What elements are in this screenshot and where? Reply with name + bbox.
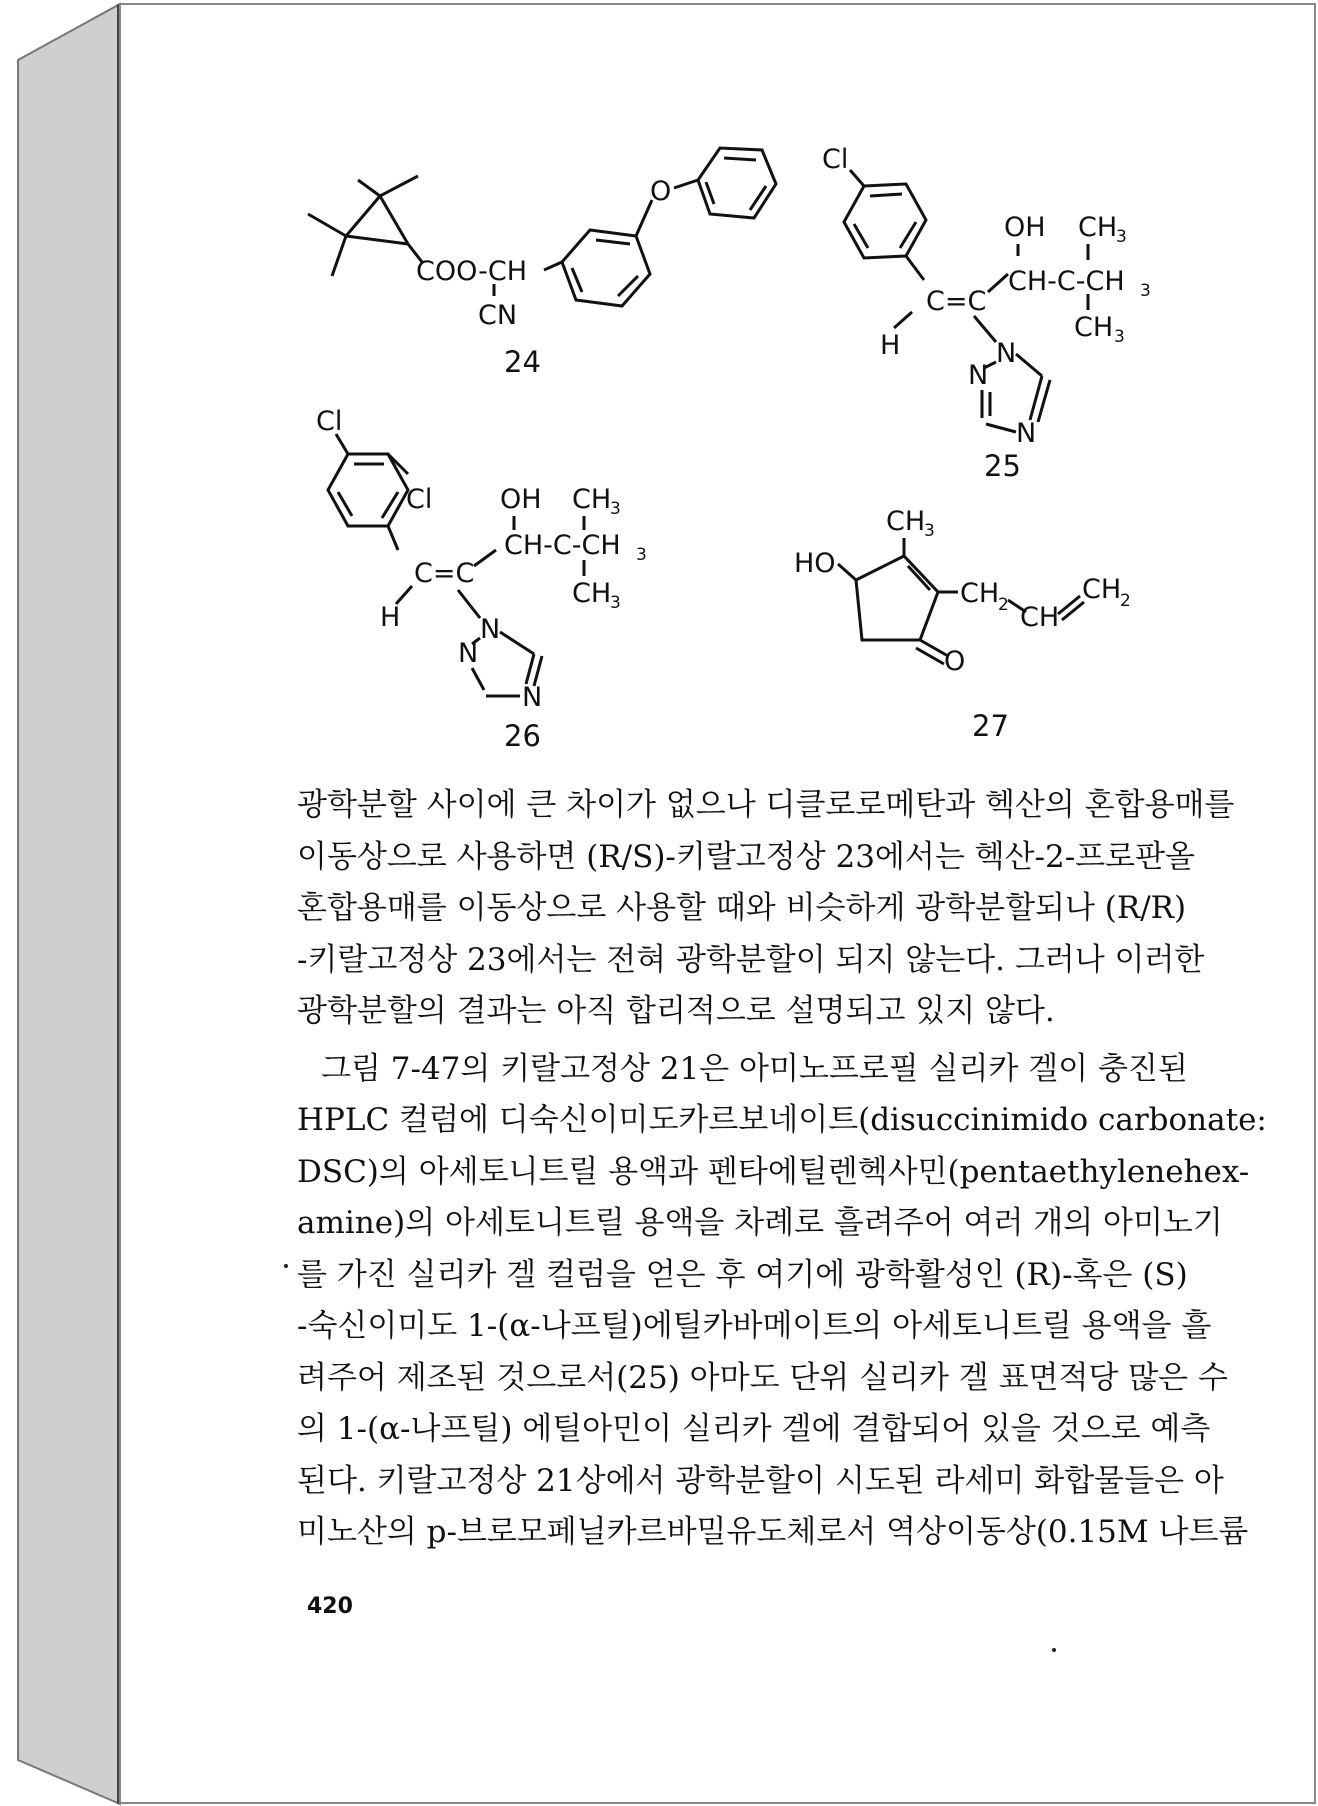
chlorine-top-label: Cl: [316, 406, 343, 437]
text-line: 려주어 제조된 것으로서(25) 아마도 단위 실리카 겔 표면적당 많은 수: [297, 1359, 1228, 1396]
hydroxyl-label: HO: [794, 548, 836, 579]
triazole-n2-label: N: [458, 638, 479, 669]
ch-c-ch3-label: CH-C-CH: [1008, 266, 1125, 297]
triazole-n1-label: N: [480, 614, 501, 645]
structure-number-27: 27: [972, 709, 1009, 743]
methyl-bottom-label: CH: [1074, 312, 1114, 343]
methyl-bottom-label: CH: [572, 578, 612, 609]
text-line: -숙신이미도 1-(α-나프틸)에틸카바메이트의 아세토니트릴 용액을 흘: [297, 1308, 1212, 1344]
text-line: 를 가진 실리카 겔 컬럼을 얻은 후 여기에 광학활성인 (R)-혹은 (S): [297, 1256, 1188, 1293]
triazole-n4-label: N: [1016, 418, 1037, 449]
ether-oxygen-label: O: [650, 176, 672, 207]
alkene-label: C=C: [414, 558, 475, 589]
methyl-top-label: CH: [572, 484, 612, 515]
alkene-label: C=C: [926, 286, 987, 317]
text-line: amine)의 아세토니트릴 용액을 차례로 흘려주어 여러 개의 아미노기: [297, 1205, 1223, 1241]
coo-ch-label: COO-CH: [416, 256, 528, 287]
hydrogen-label: H: [880, 330, 901, 361]
ch-c-ch3-label: CH-C-CH: [504, 530, 621, 561]
vinyl-ch-label: CH: [1020, 602, 1060, 633]
page-number: 420: [307, 1594, 353, 1619]
cn-label: CN: [478, 300, 518, 331]
paragraph-1: [297, 780, 1235, 1038]
stray-mark: [1052, 1648, 1056, 1652]
chlorine-side-label: Cl: [406, 484, 433, 515]
subscript-3-bottom: 3: [610, 593, 621, 613]
chem-structure-27: [790, 500, 1190, 760]
paragraph-2: [297, 1044, 1267, 1559]
text-line: 혼합용매를 이동상으로 사용할 때와 비슷하게 광학분할되나 (R/R): [297, 890, 1187, 926]
subscript-2-terminal: 2: [1120, 591, 1131, 611]
text-line: 의 1-(α-나프틸) 에틸아민이 실리카 겔에 결합되어 있을 것으로 예측: [297, 1411, 1211, 1447]
subscript-3: 3: [636, 545, 647, 565]
subscript-3-bottom: 3: [1114, 327, 1125, 347]
stray-mark: [284, 1264, 288, 1268]
chlorine-label: Cl: [822, 144, 849, 175]
triazole-n1-label: N: [996, 338, 1017, 369]
hydrogen-label: H: [380, 602, 401, 633]
book-spine-face: [18, 4, 120, 1804]
hydroxyl-label: OH: [1004, 212, 1046, 243]
methyl-label: CH: [886, 506, 926, 537]
text-line: 그림 7-47의 키랄고정상 21은 아미노프로필 실리카 겔이 충진된: [321, 1050, 1188, 1087]
text-line: 된다. 키랄고정상 21상에서 광학분할이 시도된 라세미 화합물들은 아: [297, 1462, 1224, 1499]
structure-number-26: 26: [504, 719, 541, 753]
structure-number-25: 25: [984, 449, 1021, 483]
subscript-3-top: 3: [610, 499, 621, 519]
text-line: DSC)의 아세토니트릴 용액과 펜타에틸렌헥사민(pentaethylenehex-: [297, 1153, 1250, 1190]
chem-structure-25: [820, 140, 1200, 483]
subscript-3: 3: [1140, 281, 1151, 301]
text-line: HPLC 컬럼에 디숙신이미도카르보네이트(disuccinimido carbonate:: [297, 1102, 1267, 1138]
chem-structure-24: [300, 140, 800, 400]
triazole-n2-label: N: [968, 360, 989, 391]
text-line: -키랄고정상 23에서는 전혀 광학분할이 되지 않는다. 그러나 이러한: [297, 941, 1205, 978]
carbonyl-oxygen-label: O: [944, 646, 966, 677]
text-line: 광학분할 사이에 큰 차이가 없으나 디클로로메탄과 헥산의 혼합용매를: [297, 787, 1235, 823]
chem-structure-26: [300, 400, 700, 760]
terminal-ch2-label: CH: [1082, 574, 1122, 605]
structure-number-24: 24: [504, 345, 541, 379]
methylene-label: CH: [960, 578, 1000, 609]
subscript-2: 2: [998, 595, 1009, 615]
body-text: [297, 780, 1267, 1559]
subscript-3: 3: [924, 521, 935, 541]
text-line: 광학분할의 결과는 아직 합리적으로 설명되고 있지 않다.: [297, 993, 1055, 1029]
text-line: 미노산의 p-브로모페닐카르바밀유도체로서 역상이동상(0.15M 나트륨: [297, 1514, 1249, 1550]
subscript-3-top: 3: [1116, 227, 1127, 247]
hydroxyl-label: OH: [500, 484, 542, 515]
methyl-top-label: CH: [1078, 212, 1118, 243]
triazole-n4-label: N: [522, 682, 543, 713]
text-line: 이동상으로 사용하면 (R/S)-키랄고정상 23에서는 헥산-2-프로판올: [297, 838, 1195, 875]
